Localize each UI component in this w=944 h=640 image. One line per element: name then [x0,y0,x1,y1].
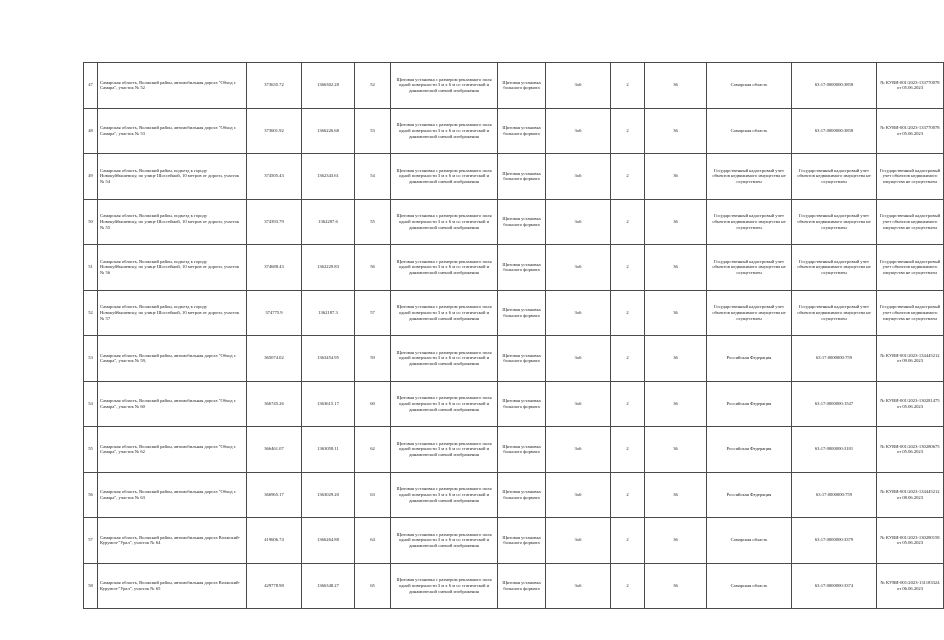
cell-cadastral-number: Государственный кадастровый учет объектов недвижимого имущества не осуществлен [792,199,877,245]
cell-area: 36 [645,199,707,245]
cell-row-number: 54 [84,381,98,427]
cell-field-size: 3х6 [546,427,611,473]
cell-field-size: 3х6 [546,245,611,291]
cell-scheme-number: 55 [355,199,391,245]
cell-registration: № КУВИ-001/2023-134445212 от 09.06.2023 [877,336,944,382]
table-row [84,63,944,109]
cell-area: 36 [645,563,707,609]
table-row [84,381,944,427]
cell-sides-count: 2 [611,563,645,609]
cell-registration: Государственный кадастровый учет объектов недвижимого имущества не осуществлен [877,290,944,336]
cell-cadastral-number: 63:17:0000000:1547 [792,381,877,427]
cell-coordinate-x: 366461.07 [247,427,302,473]
cell-cadastral-number: 63:17:0000000:759 [792,472,877,518]
cell-cadastral-number: 63:17:0000000:3379 [792,518,877,564]
cell-coordinate-y: 1363058.11 [302,427,355,473]
cell-area: 36 [645,336,707,382]
cell-sides-count: 2 [611,108,645,154]
cell-owner: Государственный кадастровый учет объектов недвижимого имущества не осуществлен [707,154,792,200]
cell-sides-count: 2 [611,290,645,336]
cell-coordinate-x: 374505.43 [247,154,302,200]
cell-sides-count: 2 [611,154,645,200]
cell-address: Самарская область, Волжский район, автомобильная дорога Волжский-Курумоч-"Урал", участок № 65 [98,563,247,609]
cell-sides-count: 2 [611,518,645,564]
cell-coordinate-x: 366965.17 [247,472,302,518]
cell-structure-type: Щитовая установка большого формата [498,336,546,382]
cell-area: 36 [645,108,707,154]
cell-structure-type: Щитовая установка большого формата [498,563,546,609]
cell-coordinate-y: 1362229.83 [302,245,355,291]
cell-registration: № КУВИ-001/2023-131183324 от 06.06.2023 [877,563,944,609]
cell-field-size: 3х6 [546,563,611,609]
cell-sides-count: 2 [611,63,645,109]
register-page [83,62,941,609]
cell-owner: Самарская область [707,518,792,564]
cell-owner: Российская Федерация [707,472,792,518]
table-row [84,154,944,200]
cell-field-size: 3х6 [546,154,611,200]
cell-coordinate-y: 1366264.88 [302,518,355,564]
cell-description: Щитовая установка с размером рекламного поля одной поверхности 3 м х 6 м со статической и динамической сменой изображения [391,199,498,245]
cell-coordinate-x: 373635.72 [247,63,302,109]
cell-coordinate-x: 419606.74 [247,518,302,564]
cell-description: Щитовая установка с размером рекламного поля одной поверхности 3 м х 6 м со статической и динамической сменой изображения [391,427,498,473]
cell-coordinate-x: 374775.9 [247,290,302,336]
cell-address: Самарская область, Волжский район, подъезд к городу Новокуйбышевску, по улице Шоссейной, 10 метров от дороги, участок № 56 [98,245,247,291]
cell-owner: Российская Федерация [707,427,792,473]
cell-cadastral-number: 63:17:0000000:3858 [792,63,877,109]
cell-owner: Самарская область [707,108,792,154]
cell-structure-type: Щитовая установка большого формата [498,427,546,473]
cell-registration: № КУВИ-001/2023-134445212 от 08.06.2023 [877,472,944,518]
cell-coordinate-x: 374688.43 [247,245,302,291]
cell-field-size: 3х6 [546,108,611,154]
cell-scheme-number: 63 [355,472,391,518]
cell-address: Самарская область, Волжский район, автомобильная дорога "Обход г. Самара", участок № 52 [98,63,247,109]
cell-coordinate-y: 1366226.68 [302,108,355,154]
cell-registration: Государственный кадастровый учет объектов недвижимого имущества не осуществлен [877,154,944,200]
cell-coordinate-y: 1366302.28 [302,63,355,109]
cell-area: 36 [645,290,707,336]
cell-coordinate-y: 1363454.95 [302,336,355,382]
cell-field-size: 3х6 [546,336,611,382]
cell-structure-type: Щитовая установка большого формата [498,63,546,109]
cell-coordinate-y: 1362187.3 [302,290,355,336]
cell-registration: № КУВИ-001/2023-133770078 от 05.06.2023 [877,108,944,154]
table-row [84,427,944,473]
cell-cadastral-number: 63:17:0000000:759 [792,336,877,382]
cell-sides-count: 2 [611,427,645,473]
cell-cadastral-number: Государственный кадастровый учет объектов недвижимого имущества не осуществлен [792,154,877,200]
cell-coordinate-x: 365074.02 [247,336,302,382]
cell-cadastral-number: 63:17:0000000:3181 [792,427,877,473]
table-row [84,472,944,518]
cell-description: Щитовая установка с размером рекламного поля одной поверхности 3 м х 6 м со статической и динамической сменой изображения [391,290,498,336]
cell-scheme-number: 59 [355,336,391,382]
cell-description: Щитовая установка с размером рекламного поля одной поверхности 3 м х 6 м со статической и динамической сменой изображения [391,563,498,609]
table-row [84,199,944,245]
cell-description: Щитовая установка с размером рекламного поля одной поверхности 3 м х 6 м со статической и динамической сменой изображения [391,108,498,154]
cell-area: 36 [645,245,707,291]
cell-cadastral-number: Государственный кадастровый учет объектов недвижимого имущества не осуществлен [792,245,877,291]
cell-sides-count: 2 [611,245,645,291]
cell-registration: № КУВИ-001/2023-130280158 от 05.06.2023 [877,518,944,564]
cell-field-size: 3х6 [546,290,611,336]
cell-row-number: 56 [84,472,98,518]
cell-area: 36 [645,427,707,473]
cell-sides-count: 2 [611,336,645,382]
cell-description: Щитовая установка с размером рекламного поля одной поверхности 3 м х 6 м со статической и динамической сменой изображения [391,336,498,382]
billboard-register-table [83,62,944,609]
cell-cadastral-number: Государственный кадастровый учет объектов недвижимого имущества не осуществлен [792,290,877,336]
cell-scheme-number: 53 [355,108,391,154]
cell-row-number: 58 [84,563,98,609]
table-row [84,108,944,154]
cell-description: Щитовая установка с размером рекламного поля одной поверхности 3 м х 6 м со статической и динамической сменой изображения [391,245,498,291]
cell-row-number: 55 [84,427,98,473]
cell-coordinate-y: 1363615.17 [302,381,355,427]
cell-structure-type: Щитовая установка большого формата [498,290,546,336]
cell-row-number: 48 [84,108,98,154]
cell-address: Самарская область, Волжский район, автомобильная дорога "Обход г. Самара", участок № 63 [98,472,247,518]
cell-owner: Самарская область [707,63,792,109]
cell-coordinate-x: 366745.26 [247,381,302,427]
cell-structure-type: Щитовая установка большого формата [498,154,546,200]
cell-coordinate-x: 429778.98 [247,563,302,609]
cell-scheme-number: 56 [355,245,391,291]
cell-registration: № КУВИ-001/2023-130280675 от 05.06.2023 [877,427,944,473]
cell-area: 36 [645,472,707,518]
cell-address: Самарская область, Волжский район, автомобильная дорога "Обход г. Самара", участок № 60 [98,381,247,427]
table-row [84,563,944,609]
cell-registration: Государственный кадастровый учет объектов недвижимого имущества не осуществлен [877,199,944,245]
cell-coordinate-y: 1362343.61 [302,154,355,200]
cell-scheme-number: 62 [355,427,391,473]
cell-owner: Самарская область [707,563,792,609]
cell-address: Самарская область, Волжский район, автомобильная дорога "Обход г. Самара", участок № 53 [98,108,247,154]
cell-owner: Российская Федерация [707,336,792,382]
cell-row-number: 47 [84,63,98,109]
cell-coordinate-y: 1363029.20 [302,472,355,518]
cell-description: Щитовая установка с размером рекламного поля одной поверхности 3 м х 6 м со статической и динамической сменой изображения [391,518,498,564]
cell-address: Самарская область, Волжский район, подъезд к городу Новокуйбышевску, по улице Шоссейной, 10 метров от дороги, участок № 55 [98,199,247,245]
cell-area: 36 [645,381,707,427]
cell-structure-type: Щитовая установка большого формата [498,245,546,291]
cell-area: 36 [645,518,707,564]
cell-description: Щитовая установка с размером рекламного поля одной поверхности 3 м х 6 м со статической и динамической сменой изображения [391,63,498,109]
cell-scheme-number: 54 [355,154,391,200]
cell-owner: Государственный кадастровый учет объектов недвижимого имущества не осуществлен [707,245,792,291]
cell-registration: Государственный кадастровый учет объектов недвижимого имущества не осуществлен [877,245,944,291]
cell-description: Щитовая установка с размером рекламного поля одной поверхности 3 м х 6 м со статической и динамической сменой изображения [391,154,498,200]
cell-sides-count: 2 [611,199,645,245]
cell-scheme-number: 52 [355,63,391,109]
cell-row-number: 51 [84,245,98,291]
cell-row-number: 53 [84,336,98,382]
cell-owner: Государственный кадастровый учет объектов недвижимого имущества не осуществлен [707,199,792,245]
cell-scheme-number: 65 [355,563,391,609]
cell-row-number: 57 [84,518,98,564]
cell-description: Щитовая установка с размером рекламного поля одной поверхности 3 м х 6 м со статической и динамической сменой изображения [391,381,498,427]
cell-field-size: 3х6 [546,199,611,245]
cell-cadastral-number: 63:17:0000000:3858 [792,108,877,154]
cell-address: Самарская область, Волжский район, подъезд к городу Новокуйбышевску, по улице Шоссейной, 10 метров от дороги, участок № 54 [98,154,247,200]
cell-scheme-number: 60 [355,381,391,427]
cell-field-size: 3х6 [546,518,611,564]
table-row [84,290,944,336]
cell-address: Самарская область, Волжский район, автомобильная дорога "Обход г. Самара", участок № 62 [98,427,247,473]
cell-row-number: 49 [84,154,98,200]
cell-address: Самарская область, Волжский район, автомобильная дорога Волжский-Курумоч-"Урал", участок № 64 [98,518,247,564]
cell-owner: Государственный кадастровый учет объектов недвижимого имущества не осуществлен [707,290,792,336]
cell-field-size: 3х6 [546,63,611,109]
table-row [84,336,944,382]
cell-sides-count: 2 [611,381,645,427]
cell-registration: № КУВИ-001/2023-133770078 от 05.06.2023 [877,63,944,109]
cell-scheme-number: 57 [355,290,391,336]
cell-registration: № КУВИ-001/2023-130281475 от 05.06.2023 [877,381,944,427]
cell-row-number: 52 [84,290,98,336]
cell-structure-type: Щитовая установка большого формата [498,381,546,427]
cell-description: Щитовая установка с размером рекламного поля одной поверхности 3 м х 6 м со статической и динамической сменой изображения [391,472,498,518]
cell-structure-type: Щитовая установка большого формата [498,472,546,518]
cell-coordinate-y: 1362287.6 [302,199,355,245]
cell-row-number: 50 [84,199,98,245]
cell-coordinate-y: 1366348.27 [302,563,355,609]
table-body [84,63,944,609]
table-row [84,245,944,291]
cell-scheme-number: 64 [355,518,391,564]
cell-address: Самарская область, Волжский район, подъезд к городу Новокуйбышевску, по улице Шоссейной, 10 метров от дороги, участок № 57 [98,290,247,336]
cell-field-size: 3х6 [546,381,611,427]
cell-structure-type: Щитовая установка большого формата [498,518,546,564]
cell-structure-type: Щитовая установка большого формата [498,108,546,154]
cell-coordinate-x: 374393.79 [247,199,302,245]
cell-area: 36 [645,63,707,109]
table-row [84,518,944,564]
cell-sides-count: 2 [611,472,645,518]
cell-address: Самарская область, Волжский район, автомобильная дорога "Обход г. Самара", участок № 59, [98,336,247,382]
cell-field-size: 3х6 [546,472,611,518]
cell-owner: Российская Федерация [707,381,792,427]
cell-structure-type: Щитовая установка большого формата [498,199,546,245]
cell-area: 36 [645,154,707,200]
cell-cadastral-number: 63:17:0000000:3374 [792,563,877,609]
cell-coordinate-x: 373601.92 [247,108,302,154]
